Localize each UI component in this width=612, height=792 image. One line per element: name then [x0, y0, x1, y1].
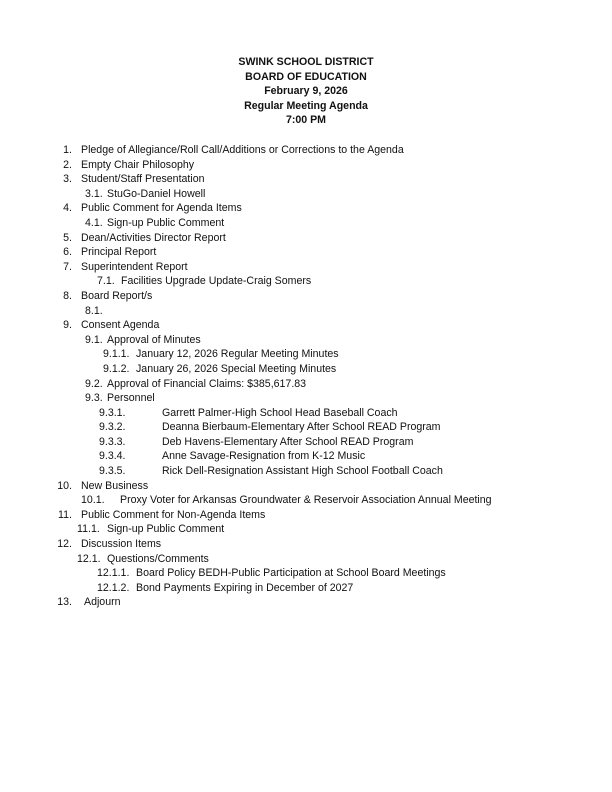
agenda-subitem [0, 377, 612, 392]
agenda-item [0, 231, 612, 246]
item-number: 12.1.1. [97, 567, 130, 580]
agenda-item [0, 318, 612, 333]
agenda-header [0, 55, 612, 128]
agenda-subsubitem [0, 464, 612, 479]
district-name: SWINK SCHOOL DISTRICT [238, 56, 374, 68]
item-text: Approval of Minutes [107, 333, 201, 346]
agenda-subitem [0, 552, 612, 567]
agenda-subitem [0, 333, 612, 348]
item-text: StuGo-Daniel Howell [107, 187, 206, 200]
item-text: Bond Payments Expiring in December of 2027 [136, 581, 354, 594]
agenda-item [0, 537, 612, 552]
item-number: 1. [63, 144, 72, 156]
item-text: Deb Havens-Elementary After School READ Program [162, 435, 414, 448]
item-number: 9.3. [85, 392, 103, 405]
item-text: Personnel [107, 392, 155, 405]
item-number: 9.3.2. [99, 421, 126, 434]
agenda-item [0, 508, 612, 523]
item-text: Superintendent Report [81, 260, 188, 273]
item-number: 7. [63, 260, 72, 273]
board-name: BOARD OF EDUCATION [245, 70, 367, 83]
item-number: 4. [63, 202, 72, 215]
agenda-subsubitem [0, 566, 612, 581]
agenda-subitem [0, 216, 612, 231]
agenda-item [0, 479, 612, 494]
item-number: 10.1. [81, 494, 105, 507]
item-number: 7.1. [97, 275, 115, 288]
agenda-subitem [0, 304, 612, 319]
item-number: 9.1. [85, 333, 103, 346]
item-text: Facilities Upgrade Update-Craig Somers [121, 275, 312, 288]
agenda-subsubitem [0, 420, 612, 435]
agenda-item [0, 158, 612, 173]
agenda-item [0, 143, 612, 158]
item-text: Principal Report [81, 246, 157, 259]
item-number: 9.1.2. [103, 362, 130, 375]
agenda-subitem [0, 187, 612, 202]
agenda-subsubitem [0, 362, 612, 377]
item-text: Deanna Bierbaum-Elementary After School READ Program [162, 421, 441, 434]
item-number: 13. [57, 596, 72, 609]
item-number: 4.1. [85, 216, 103, 229]
item-number: 2. [63, 158, 72, 171]
item-number: 3.1. [85, 187, 103, 200]
item-text: Student/Staff Presentation [81, 173, 205, 186]
item-text: January 12, 2026 Regular Meeting Minutes [136, 348, 339, 361]
item-text: Garrett Palmer-High School Head Baseball Coach [162, 406, 398, 419]
item-text: Empty Chair Philosophy [81, 158, 195, 171]
item-number: 9.3.5. [99, 465, 126, 478]
item-text: Board Report/s [81, 289, 153, 302]
item-text: Public Comment for Non-Agenda Items [81, 508, 266, 521]
agenda-subitem [0, 274, 612, 289]
item-text: Sign-up Public Comment [107, 216, 225, 229]
item-text: Pledge of Allegiance/Roll Call/Additions or Corrections to the Agenda [81, 144, 404, 156]
item-text: Rick Dell-Resignation Assistant High School Football Coach [162, 465, 443, 478]
item-text: New Business [81, 479, 149, 492]
item-text: Adjourn [84, 596, 121, 609]
item-number: 12.1.2. [97, 581, 130, 594]
item-number: 9.3.1. [99, 406, 126, 419]
item-number: 9.3.3. [99, 435, 126, 448]
item-text: Dean/Activities Director Report [81, 231, 226, 244]
item-text: Anne Savage-Resignation from K-12 Music [162, 450, 366, 463]
item-text: Approval of Financial Claims: $385,617.83 [107, 377, 307, 390]
item-number: 11. [58, 508, 72, 521]
agenda-subitem [0, 391, 612, 406]
agenda-item [0, 172, 612, 187]
item-number: 5. [63, 231, 72, 244]
agenda-subsubitem [0, 581, 612, 596]
agenda-subsubitem [0, 449, 612, 464]
item-number: 6. [63, 246, 72, 259]
item-number: 12.1. [77, 552, 101, 565]
meeting-time: 7:00 PM [285, 114, 327, 127]
agenda-item [0, 260, 612, 275]
item-text: Discussion Items [81, 538, 162, 551]
agenda-subitem [0, 493, 612, 508]
item-number: 11.1. [77, 523, 100, 536]
item-number: 9.1.1. [103, 348, 130, 361]
item-text: Consent Agenda [81, 319, 160, 332]
agenda-item [0, 245, 612, 260]
item-text: Proxy Voter for Arkansas Groundwater & Reservoir Association Annual Meeting [120, 494, 492, 507]
item-number: 12. [57, 538, 72, 551]
meeting-date: February 9, 2026 [264, 85, 348, 98]
meeting-title: Regular Meeting Agenda [244, 99, 368, 112]
item-number: 9.3.4. [99, 450, 126, 463]
item-text: Board Policy BEDH-Public Participation at School Board Meetings [136, 567, 446, 580]
item-number: 9. [63, 319, 72, 332]
item-text: Public Comment for Agenda Items [81, 202, 242, 215]
agenda-subsubitem [0, 347, 612, 362]
item-number: 9.2. [85, 377, 103, 390]
agenda-list [0, 143, 612, 610]
agenda-subsubitem [0, 406, 612, 421]
agenda-item [0, 595, 612, 610]
item-number: 8.1. [85, 304, 103, 317]
item-number: 8. [63, 289, 72, 302]
agenda-item [0, 201, 612, 216]
agenda-item [0, 289, 612, 304]
agenda-subitem [0, 522, 612, 537]
item-text: Sign-up Public Comment [107, 523, 225, 536]
agenda-subsubitem [0, 435, 612, 450]
item-number: 3. [63, 173, 72, 186]
item-number: 10. [57, 479, 72, 492]
item-text: Questions/Comments [107, 552, 209, 565]
item-text: January 26, 2026 Special Meeting Minutes [136, 362, 337, 375]
